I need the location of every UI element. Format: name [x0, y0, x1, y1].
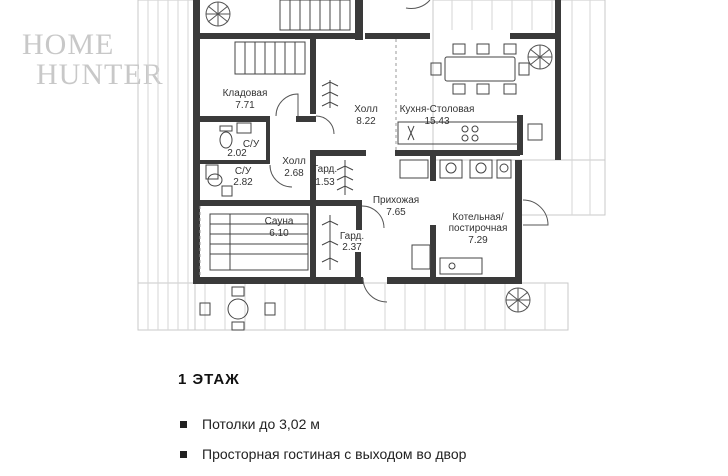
- room-name-entrance: Прихожая: [372, 195, 420, 206]
- room-name-wardrobe1: Гард.: [312, 164, 338, 175]
- brand-line-2: HUNTER: [36, 58, 164, 91]
- bullet-icon: [180, 421, 187, 428]
- floor-title: 1 ЭТАЖ: [178, 371, 240, 388]
- feature-list: [178, 416, 466, 476]
- feature-item: [178, 416, 466, 446]
- room-name-boiler-2: постирочная: [448, 223, 508, 234]
- room-area-kitchen: 15.43: [424, 116, 450, 127]
- room-name-sauna: Сауна: [264, 216, 294, 227]
- patio-table: [200, 287, 275, 330]
- room-area-sauna: 6.10: [269, 228, 289, 239]
- brand-line-1: HOME: [22, 28, 115, 61]
- feature-text: Просторная гостиная с выходом во двор: [202, 446, 467, 462]
- room-name-kitchen: Кухня-Столовая: [399, 104, 475, 115]
- room-name-hall-small: Холл: [282, 156, 306, 167]
- feature-item: [178, 446, 466, 476]
- room-name-hall: Холл: [354, 104, 378, 115]
- room-area-hall: 8.22: [356, 116, 376, 127]
- room-area-hall-small: 2.68: [284, 168, 304, 179]
- room-name-wardrobe2: Гард.: [339, 231, 365, 242]
- room-area-entrance: 7.65: [386, 207, 406, 218]
- room-area-wc1: 2.02: [227, 148, 247, 159]
- room-area-wardrobe1: 1.53: [315, 177, 335, 188]
- room-name-wc2: С/У: [234, 166, 252, 177]
- room-name-pantry: Кладовая: [222, 88, 268, 99]
- room-area-pantry: 7.71: [235, 100, 255, 111]
- dining-table: [431, 44, 529, 94]
- room-area-wardrobe2: 2.37: [342, 242, 362, 253]
- room-name-wc1: С/У: [242, 139, 260, 150]
- room-area-boiler: 7.29: [468, 235, 488, 246]
- feature-text: Потолки до 3,02 м: [202, 416, 320, 432]
- room-area-wc2: 2.82: [233, 177, 253, 188]
- room-name-boiler-1: Котельная/: [452, 212, 504, 223]
